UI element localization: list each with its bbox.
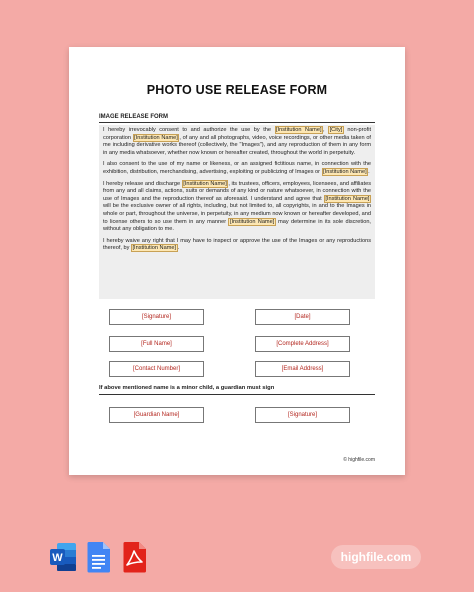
text: , of any and all photographs, video, voice recordings, or other media taken of me including derivative works thereof (collectively, the "Images"), and any reproduction of them in any form in any media whatsoever, whether now known or hereafter created, throughout the world in perpetuity. <box>103 134 371 156</box>
copyright-credit: © highfile.com <box>343 457 375 463</box>
text: will be the exclusive owner of all rights, including, but not limited to, all copyrights, in and to the Images in whole or part, throughout the universe, in perpetuity, in any medium now known or hereafter developed, and to license others to so use them in any manner <box>103 203 371 225</box>
svg-text:W: W <box>52 552 63 564</box>
paragraph-consent <box>103 127 371 157</box>
placeholder-institution: [Institution Name] <box>276 127 322 133</box>
address-field[interactable]: [Complete Address] <box>255 336 350 352</box>
paragraph-waiver <box>103 238 371 253</box>
paragraph-release <box>103 181 371 234</box>
contact-number-field[interactable]: [Contact Number] <box>109 361 204 377</box>
text: I hereby release and discharge <box>103 180 182 187</box>
text: I hereby irrevocably consent to and authorize the use by the <box>103 127 275 133</box>
section-heading: IMAGE RELEASE FORM <box>99 114 169 120</box>
placeholder-institution: [Institution Name] <box>183 180 227 187</box>
placeholder-city: [City] <box>329 127 343 133</box>
placeholder-institution: [Institution Name] <box>325 195 370 202</box>
minor-divider <box>99 394 375 395</box>
placeholder-institution: [Institution Name] <box>323 168 367 175</box>
text: , its trustees, officers, employees, licensees, and affiliates from any and all claims, actions, suits or demands of any kind or nature whatsoever, in connection with the use of Images and the reproduction thereof as aforesaid. I understand and agree that <box>103 180 372 202</box>
text: . <box>177 245 180 252</box>
placeholder-institution: [Institution Name] <box>132 245 177 252</box>
pdf-icon[interactable] <box>121 541 149 573</box>
text: I hereby waive any right that I may have to inspect or approve the use of the Images or any reproductions thereof, by <box>103 237 371 252</box>
brand-badge[interactable]: highfile.com <box>331 545 421 569</box>
signature-field[interactable]: [Signature] <box>109 309 204 325</box>
release-text <box>99 125 375 299</box>
text: I also consent to the use of my name or likeness, or an assigned fictitious name, in connection with the exhibition, distribution, merchandising, advertising, exploiting or publicizing of Images or <box>103 161 371 175</box>
word-icon[interactable] <box>49 541 77 573</box>
guardian-signature-field[interactable]: [Signature] <box>255 407 350 423</box>
page-title: PHOTO USE RELEASE FORM <box>146 83 328 97</box>
document-page <box>69 47 405 475</box>
paragraph-likeness <box>103 161 371 176</box>
date-field[interactable]: [Date] <box>255 309 350 325</box>
minor-note: If above mentioned name is a minor child, a guardian must sign <box>99 385 275 391</box>
text: . <box>368 168 370 175</box>
section-divider <box>99 122 375 123</box>
google-docs-icon[interactable] <box>85 541 113 573</box>
text: non-profit corporation <box>103 127 371 141</box>
placeholder-institution: [Institution Name] <box>134 134 178 141</box>
format-icons <box>49 541 149 573</box>
text: , <box>323 127 329 133</box>
full-name-field[interactable]: [Full Name] <box>109 336 204 352</box>
text: may determine in its sole discretion, without any obligation to me. <box>103 218 371 233</box>
guardian-name-field[interactable]: [Guardian Name] <box>109 407 204 423</box>
email-field[interactable]: [Email Address] <box>255 361 350 377</box>
placeholder-institution: [Institution Name] <box>229 218 275 225</box>
